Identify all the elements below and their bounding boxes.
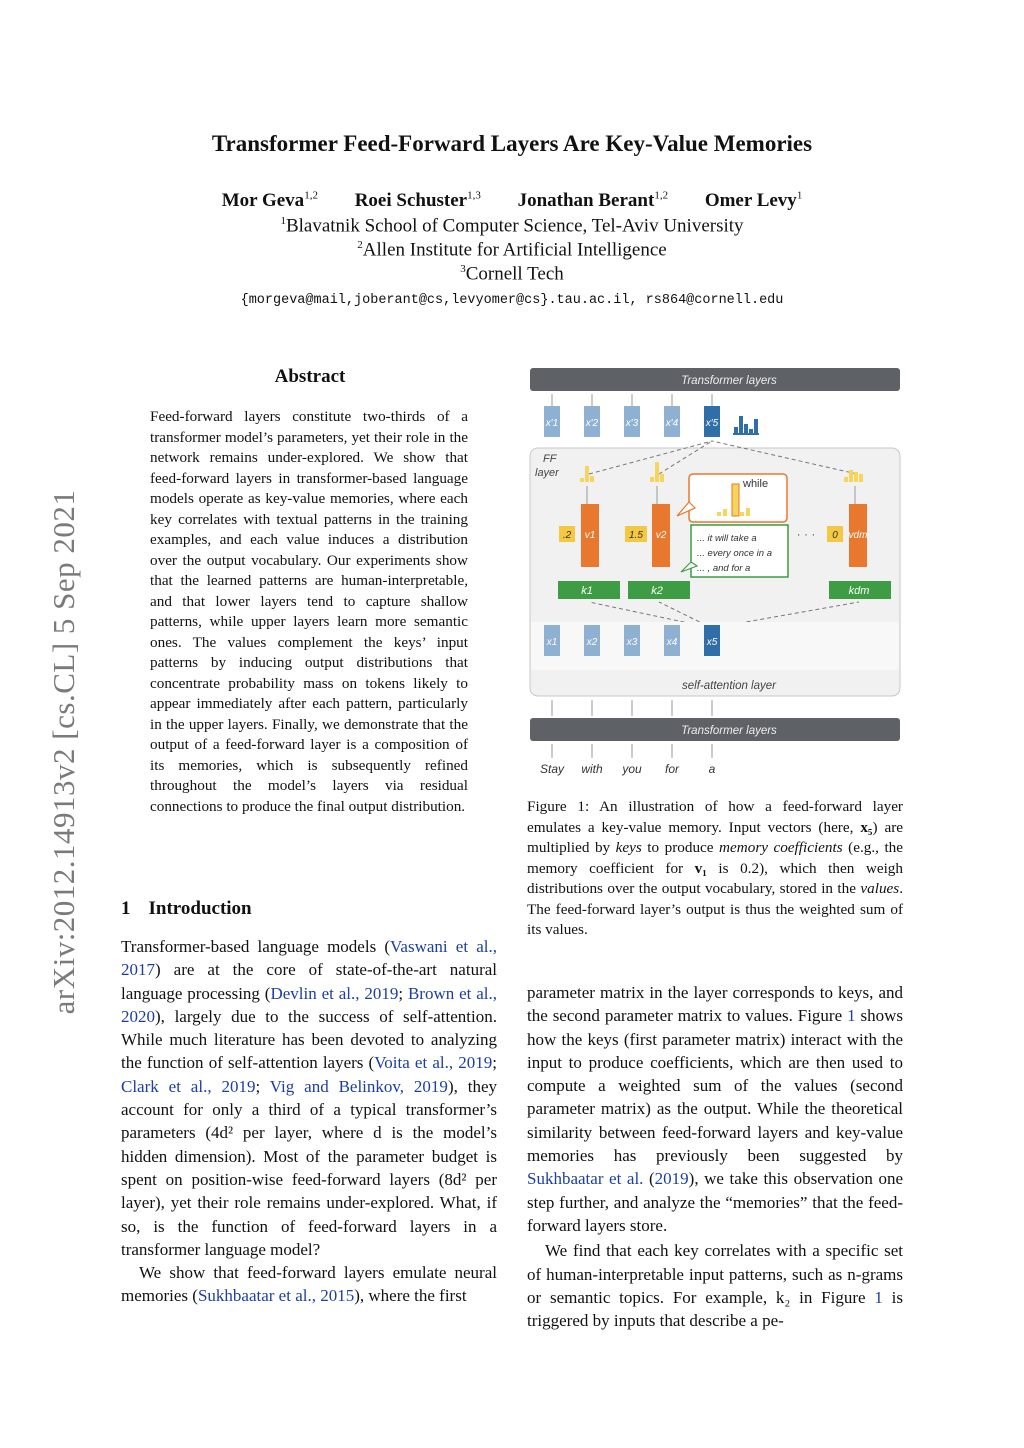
citation-link[interactable]: Voita et al., 2019 — [374, 1053, 493, 1073]
abstract-heading: Abstract — [274, 366, 346, 387]
author-emails: {morgeva@mail,joberant@cs,levyomer@cs}.tau.ac.il, rs864@cornell.edu — [240, 293, 784, 308]
figure-link[interactable]: 1 — [874, 1287, 883, 1307]
pattern-example: ... it will take a — [697, 533, 757, 544]
affiliation: $^3$Cornell Tech — [460, 263, 564, 285]
ff-layer-label: FF — [543, 453, 557, 465]
figure-link[interactable]: 1 — [847, 1006, 856, 1026]
citation-link[interactable]: Vaswani et al., 2017 — [121, 937, 497, 980]
citation-link[interactable]: Vig and Belinkov, 2019 — [269, 1076, 448, 1096]
value-label: v1 — [584, 530, 596, 541]
input-token: you — [622, 762, 642, 776]
output-vector-label: x′2 — [585, 418, 599, 429]
pattern-example: ... every once in a — [697, 548, 772, 559]
prediction-word: while — [743, 478, 769, 490]
top-bar-label: Transformer layers — [681, 375, 777, 387]
coefficient-label: .2 — [562, 530, 572, 541]
citation-link[interactable]: Sukhbaatar et al. — [527, 1169, 644, 1189]
output-vector-label: x′1 — [545, 418, 559, 429]
output-vector-label: x′4 — [665, 418, 679, 429]
input-vector-label: x3 — [626, 637, 638, 648]
author: Mor Geva$^{1,2}$ — [221, 190, 318, 212]
ff-layer-label: layer — [535, 467, 559, 479]
coefficient-label: 0 — [832, 530, 838, 541]
citation-link[interactable]: Sukhbaatar et al., 2015 — [197, 1286, 355, 1306]
value-label: vdm — [848, 530, 868, 541]
output-distribution-icon — [733, 416, 759, 435]
bottom-bar-label: Transformer layers — [681, 725, 777, 737]
arrows-tokens — [552, 744, 712, 758]
paper-title: Transformer Feed-Forward Layers Are Key-Value Memories — [211, 131, 813, 156]
intro-text — [121, 935, 497, 1308]
paragraph: We show that feed-forward layers emulate neural memories (Sukhbaatar et al., 2015), where the first — [121, 1263, 497, 1306]
citation-link[interactable]: 2019 — [654, 1169, 689, 1189]
input-token: a — [708, 762, 716, 776]
paragraph: We find that each key correlates with a specific set of human-interpretable input patterns, such as n-grams or semantic topics. For example, k₂ in Figure 1 is triggered by inputs that describe a pe- — [527, 1241, 903, 1331]
author: Omer Levy$^1$ — [704, 190, 803, 212]
input-token: Stay — [539, 762, 565, 776]
affiliation: $^2$Allen Institute for Artificial Intelligence — [357, 239, 667, 261]
output-vector-label: x′3 — [625, 418, 639, 429]
author: Roei Schuster$^{1,3}$ — [354, 190, 481, 212]
bubble-peak-bar — [732, 484, 739, 516]
paragraph: parameter matrix in the layer corresponds to keys, and the second parameter matrix to values. Figure 1 shows how the keys (first parameter matrix) interact with the input to produce coefficients, which are then used to compute a weighted sum of the values (second parameter matrix) as the output. While the theoretical similarity between feed-forward layers and key-value memories has previously been suggested by Sukhbaatar et al. (2019), we take this observation one step further, and analyze the “memories” that the feed-forward layers store. — [527, 983, 904, 1235]
key-label: kdm — [848, 585, 870, 597]
right-column-text — [527, 981, 903, 1332]
pattern-example: ... , and for a — [697, 563, 751, 574]
output-vector-label: x′5 — [705, 418, 719, 429]
value-label: v2 — [655, 530, 667, 541]
abstract-text: Feed-forward layers constitute two-thirds of a transformer model’s parameters, yet their role in the network remains under-explored. We show that feed-forward layers in transformer-based language models operate as key-value memories, where each key correlates with textual patterns in the training examples, and each value induces a distribution over the output vocabulary. Our experiments show that the learned patterns are human-interpretable, and that lower layers tend to capture shallow patterns, while upper layers learn more semantic ones. The values complement the keys’ input patterns by inducing output distributions that concentrate probability mass on tokens likely to appear immediately after each pattern, particularly in the upper layers. Finally, we demonstrate that the output of a feed-forward layer is a composition of its memories, which is subsequently refined throughout the model’s layers via residual connections to produce the final output distribution. — [150, 408, 468, 815]
section-heading: 1 Introduction — [121, 898, 252, 919]
self-attention-label: self-attention layer — [682, 680, 776, 692]
ellipsis: · · · — [796, 527, 816, 541]
citation-link[interactable]: Devlin et al., 2019 — [270, 983, 399, 1003]
figure-caption: Figure 1: An illustration of how a feed-forward layer emulates a key-value memory. Input vectors (here, x₅) are multiplied by keys to produce memory coefficients (e.g., the memory coefficient for v₁ is 0.2), which then weigh distributions over the output vocabulary, stored in the values. The feed-forward layer’s output is thus the weighted sum of its values. — [527, 798, 903, 938]
input-vector-label: x4 — [666, 637, 678, 648]
coefficient-label: 1.5 — [629, 530, 643, 541]
arrows-top — [552, 394, 712, 406]
input-token: for — [664, 762, 680, 776]
output-vectors — [544, 406, 720, 437]
paragraph: Transformer-based language models (Vaswani et al., 2017) are at the core of state-of-the-art natural language processing (Devlin et al., 2019; Brown et al., 2020), largely due to the success of self-attention. While much literature has been devoted to analyzing the function of self-attention layers (Voita et al., 2019; Clark et al., 2019; Vig and Belinkov, 2019), they account for only a third of a typical transformer’s parameters (4d² per layer, where d is the model’s hidden dimension). Most of the parameter budget is spent on position-wise feed-forward layers (8d² per layer), yet their role remains under-explored. What, if so, is the function of feed-forward layers in a transformer language model? — [121, 937, 497, 1259]
author-list — [0, 190, 1024, 212]
input-vector-label: x1 — [546, 637, 558, 648]
citation-link[interactable]: Brown et al., 2020 — [121, 983, 497, 1026]
input-vector-label: x5 — [706, 637, 718, 648]
affiliation: $^1$Blavatnik School of Computer Science, Tel-Aviv University — [280, 215, 744, 237]
citation-link[interactable]: Clark et al., 2019 — [121, 1076, 256, 1096]
author: Jonathan Berant$^{1,2}$ — [517, 190, 669, 212]
input-token: with — [581, 762, 603, 776]
input-vector-label: x2 — [586, 637, 598, 648]
arrows-mid — [552, 700, 712, 716]
key-label: k1 — [581, 585, 593, 597]
figure-1 — [527, 366, 905, 781]
key-label: k2 — [651, 585, 663, 597]
